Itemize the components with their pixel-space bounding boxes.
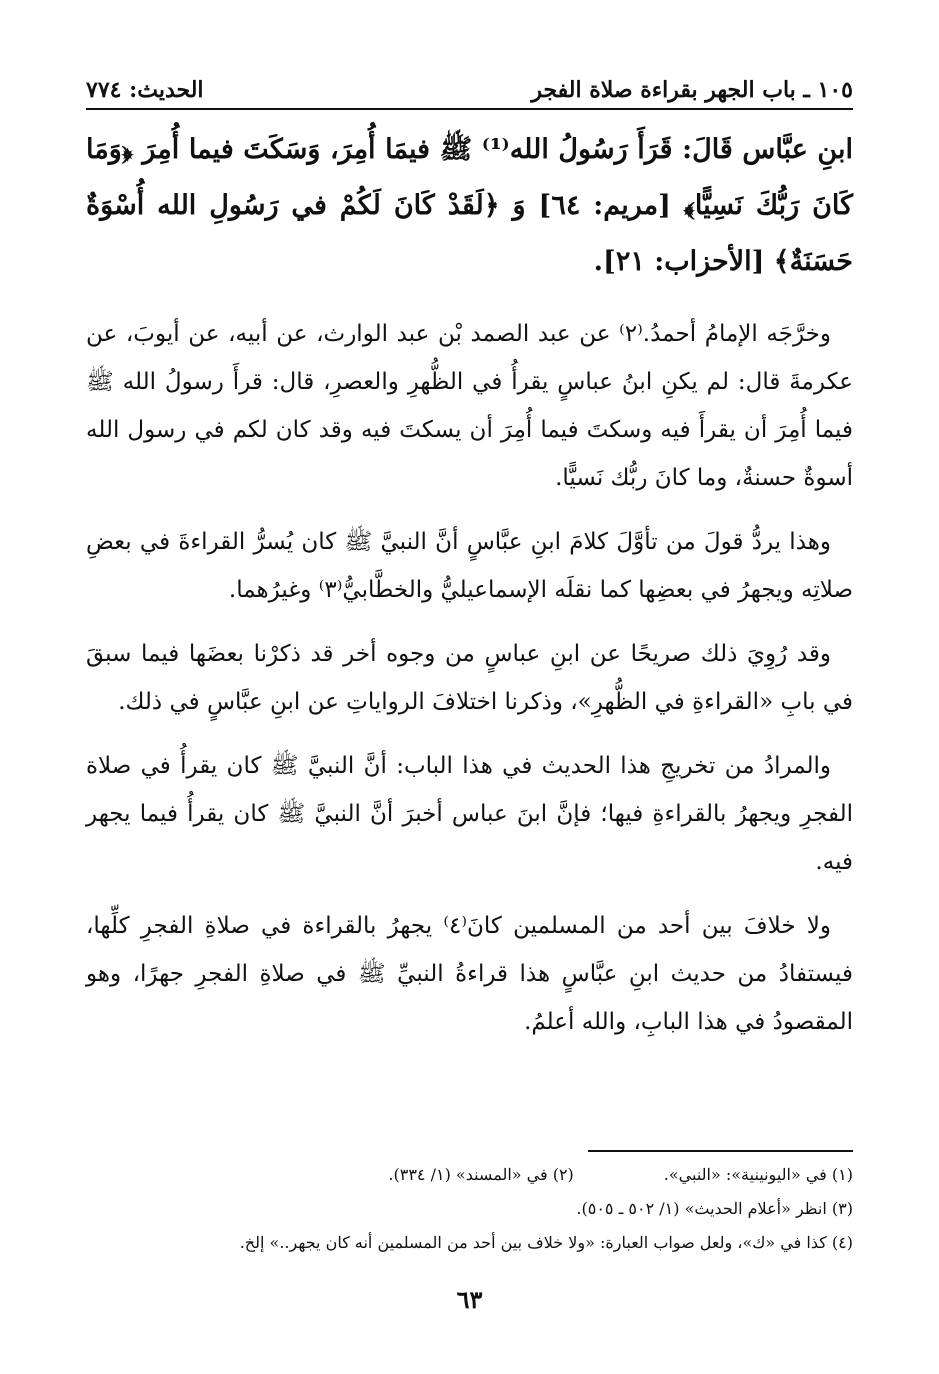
footnote-4: (٤) كذا في «ك»، ولعل صواب العبارة: «ولا خلاف بين أحد من المسلمين أنه كان يجهر..» إلخ. xyxy=(239,1233,853,1252)
footnote-1: (١) في «اليونينية»: «النبي». xyxy=(663,1165,853,1184)
paragraph-5: والمرادُ من تخريجِ هذا الحديث في هذا الباب: أنَّ النبيَّ ﷺ كان يقرأُ في صلاة الفجرِ ويجهرُ بالقراءةِ فيها؛ فإنَّ ابنَ عباس أخبرَ أنَّ النبيَّ ﷺ كان يقرأُ فيما يجهر فيه. xyxy=(86,753,853,875)
footnote-2: (٢) في «المسند» (١/ ٣٣٤). xyxy=(388,1165,574,1184)
paragraph-2: وخرَّجَه الإمامُ أحمدُ.⁽٢⁾ عن عبد الصمد بْن عبد الوارث، عن أبيه، عن أيوبَ، عن عكرمةَ قال: لم يكنِ ابنُ عباسٍ يقرأُ في الظُّهرِ والعصرِ، قال: قرأَ رسولُ الله ﷺ فيما أُمِرَ أن يقرأَ فيه وسكتَ فيما أُمِرَ أن يسكتَ فيه وقد كان لكم في رسول الله أسوةٌ حسنةٌ، وما كانَ ربُّك نَسيًّا. xyxy=(86,321,853,491)
footnote-divider xyxy=(588,1150,853,1152)
page-number: ٦٣ xyxy=(456,1285,483,1314)
footnote-3: (٣) انظر «أعلام الحديث» (١/ ٥٠٢ ـ ٥٠٥). xyxy=(576,1199,853,1218)
footnotes xyxy=(86,1158,853,1260)
chapter-title: ١٠٥ ـ باب الجهر بقراءة صلاة الفجر xyxy=(531,77,853,103)
paragraph-6: ولا خلافَ بين أحد من المسلمين كانَ⁽٤⁾ يجهرُ بالقراءة في صلاةِ الفجرِ كلِّها، فيستفادُ من حديث ابنِ عبَّاسٍ هذا قراءةُ النبيِّ ﷺ في صلاةِ الفجرِ جهرًا، وهو المقصودُ في هذا البابِ، والله أعلمُ. xyxy=(86,913,853,1035)
hadith-number: الحديث: ٧٧٤ xyxy=(86,77,204,103)
main-text xyxy=(86,122,853,1062)
footnote-row xyxy=(86,1158,853,1192)
running-header xyxy=(86,72,853,110)
paragraph-1: ابنِ عبَّاس قَالَ: قَرَأَ رَسُولُ الله⁽¹⁾ ﷺ فيمَا أُمِرَ، وَسَكَتَ فيما أُمِرَ ﴿وَمَا كَانَ رَبُّكَ نَسِيًّا﴾ [مريم: ٦٤] وَ ﴿لَقَدْ كَانَ لَكُمْ في رَسُولِ الله أُسْوَةٌ حَسَنَةٌ﴾ [الأحزاب: ٢١]. xyxy=(86,134,854,277)
paragraph-3: وهذا يردُّ قولَ من تأوَّلَ كلامَ ابنِ عبَّاسٍ أنَّ النبيَّ ﷺ كان يُسرُّ القراءةَ في بعضِ صلاتِه ويجهرُ في بعضِها كما نقلَه الإسماعيليُّ والخطَّابيُّ⁽٣⁾ وغيرُهما. xyxy=(86,529,853,603)
paragraph-4: وقد رُوِيَ ذلك صريحًا عن ابنِ عباسٍ من وجوه أخر قد ذكرْنا بعضَها فيما سبقَ في بابِ «القراءةِ في الظُّهرِ»، وذكرنا اختلافَ الرواياتِ عن ابنِ عبَّاسٍ في ذلك. xyxy=(86,641,853,715)
